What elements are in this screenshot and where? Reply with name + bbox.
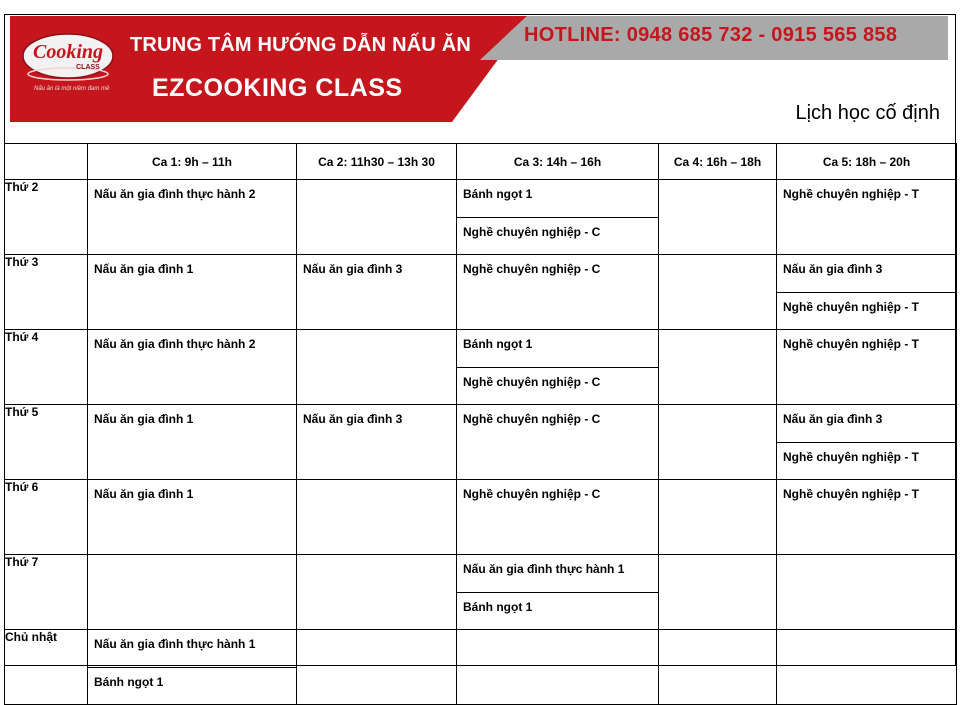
class-entry: Nghề chuyên nghiệp - T — [783, 337, 920, 351]
slot — [297, 255, 456, 329]
table-row — [5, 330, 957, 405]
slot — [297, 555, 456, 629]
slot — [297, 630, 456, 704]
schedule-cell — [297, 180, 457, 255]
class-entry: Nấu ăn gia đình thực hành 1 — [463, 562, 625, 576]
day-label: Thứ 2 — [5, 180, 88, 255]
logo-tagline: Nấu ăn là một niềm đam mê — [34, 86, 110, 92]
class-entry: Nấu ăn gia đình 1 — [94, 412, 194, 426]
corner-cell — [5, 144, 88, 180]
slot — [88, 630, 296, 704]
schedule-cell — [777, 480, 957, 555]
schedule-cell — [659, 555, 777, 630]
schedule-cell — [297, 555, 457, 630]
brand-title: EZCOOKING CLASS — [152, 74, 403, 102]
schedule-cell — [88, 330, 297, 405]
table-row — [5, 555, 957, 630]
class-entry: Bánh ngọt 1 — [463, 187, 533, 201]
day-label: Thứ 6 — [5, 480, 88, 555]
hotline-text: HOTLINE: 0948 685 732 - 0915 565 858 — [524, 24, 898, 46]
schedule-cell — [297, 255, 457, 330]
class-entry: Nấu ăn gia đình thực hành 2 — [94, 187, 256, 201]
slot — [777, 330, 956, 404]
schedule-cell — [659, 180, 777, 255]
class-entry: Nấu ăn gia đình 3 — [783, 262, 883, 276]
slot — [297, 405, 456, 479]
class-entry: Nấu ăn gia đình thực hành 1 — [94, 637, 256, 651]
schedule-cell — [88, 555, 297, 630]
class-entry: Nấu ăn gia đình 1 — [94, 262, 194, 276]
schedule-body — [5, 180, 957, 705]
schedule-cell — [777, 630, 957, 705]
schedule-cell — [457, 330, 659, 405]
slot — [457, 480, 658, 554]
class-entry: Nghề chuyên nghiệp - T — [777, 292, 956, 329]
class-entry: Nấu ăn gia đình 3 — [303, 262, 403, 276]
slot — [777, 480, 956, 554]
slot — [297, 330, 456, 404]
schedule-cell — [659, 630, 777, 705]
schedule-cell — [297, 630, 457, 705]
logo-wordmark: Cooking — [32, 41, 104, 63]
column-header-shift-1: Ca 1: 9h – 11h — [88, 144, 297, 180]
schedule-cell — [457, 180, 659, 255]
class-entry: Nghề chuyên nghiệp - C — [463, 412, 601, 426]
slot — [88, 405, 296, 479]
slot — [88, 330, 296, 404]
schedule-table — [4, 143, 957, 705]
class-entry: Nghề chuyên nghiệp - C — [463, 487, 601, 501]
table-row — [5, 480, 957, 555]
schedule-cell — [659, 255, 777, 330]
slot — [457, 630, 658, 704]
slot — [457, 180, 658, 254]
slot — [457, 405, 658, 479]
class-entry: Bánh ngọt 1 — [457, 592, 658, 629]
logo-sub: CLASS — [76, 64, 100, 71]
schedule-cell — [88, 630, 297, 705]
class-entry: Nấu ăn gia đình 3 — [783, 412, 883, 426]
day-label: Chủ nhật — [5, 630, 88, 705]
schedule-cell — [88, 405, 297, 480]
schedule-cell — [297, 480, 457, 555]
class-entry: Nghề chuyên nghiệp - C — [457, 217, 658, 254]
schedule-cell — [88, 180, 297, 255]
schedule-cell — [297, 330, 457, 405]
slot — [297, 480, 456, 554]
schedule-cell — [659, 330, 777, 405]
center-title: TRUNG TÂM HƯỚNG DẪN NẤU ĂN — [130, 34, 472, 56]
schedule-cell — [88, 255, 297, 330]
slot — [88, 180, 296, 254]
schedule-cell — [88, 480, 297, 555]
slot — [659, 330, 776, 404]
schedule-cell — [659, 405, 777, 480]
column-header-shift-3: Ca 3: 14h – 16h — [457, 144, 659, 180]
schedule-cell — [457, 255, 659, 330]
schedule-header-row — [5, 144, 957, 180]
slot — [457, 555, 658, 629]
schedule-cell — [457, 555, 659, 630]
slot — [88, 555, 296, 629]
column-header-shift-2: Ca 2: 11h30 – 13h 30 — [297, 144, 457, 180]
class-entry: Nghề chuyên nghiệp - T — [783, 187, 920, 201]
slot — [777, 255, 956, 329]
class-entry: Nghề chuyên nghiệp - T — [777, 442, 956, 479]
slot — [457, 330, 658, 404]
class-entry: Nghề chuyên nghiệp - C — [463, 262, 601, 276]
class-entry: Bánh ngọt 1 — [88, 667, 296, 704]
class-entry: Nghề chuyên nghiệp - C — [457, 367, 658, 404]
schedule-cell — [659, 480, 777, 555]
class-entry: Nấu ăn gia đình 1 — [94, 487, 194, 501]
table-row — [5, 255, 957, 330]
schedule-cell — [297, 405, 457, 480]
column-header-shift-4: Ca 4: 16h – 18h — [659, 144, 777, 180]
table-row — [5, 405, 957, 480]
slot — [659, 180, 776, 254]
slot — [777, 630, 956, 704]
class-entry: Nấu ăn gia đình 3 — [303, 412, 403, 426]
slot — [88, 480, 296, 554]
class-entry: Nghề chuyên nghiệp - T — [783, 487, 920, 501]
day-label: Thứ 5 — [5, 405, 88, 480]
table-row — [5, 630, 957, 705]
column-header-shift-5: Ca 5: 18h – 20h — [777, 144, 957, 180]
schedule-cell — [777, 405, 957, 480]
schedule-cell — [457, 480, 659, 555]
slot — [659, 630, 776, 704]
schedule-cell — [777, 555, 957, 630]
slot — [659, 405, 776, 479]
schedule-cell — [777, 180, 957, 255]
slot — [777, 180, 956, 254]
slot — [777, 405, 956, 479]
slot — [457, 255, 658, 329]
slot — [777, 555, 956, 629]
schedule-cell — [457, 405, 659, 480]
day-label: Thứ 7 — [5, 555, 88, 630]
schedule-subtitle: Lịch học cố định — [795, 102, 940, 124]
schedule-cell — [777, 255, 957, 330]
schedule-cell — [457, 630, 659, 705]
slot — [659, 255, 776, 329]
class-entry: Nấu ăn gia đình thực hành 2 — [94, 337, 256, 351]
schedule-cell — [777, 330, 957, 405]
table-row — [5, 180, 957, 255]
slot — [659, 480, 776, 554]
slot — [297, 180, 456, 254]
day-label: Thứ 3 — [5, 255, 88, 330]
slot — [88, 255, 296, 329]
slot — [659, 555, 776, 629]
day-label: Thứ 4 — [5, 330, 88, 405]
class-entry: Bánh ngọt 1 — [463, 337, 533, 351]
